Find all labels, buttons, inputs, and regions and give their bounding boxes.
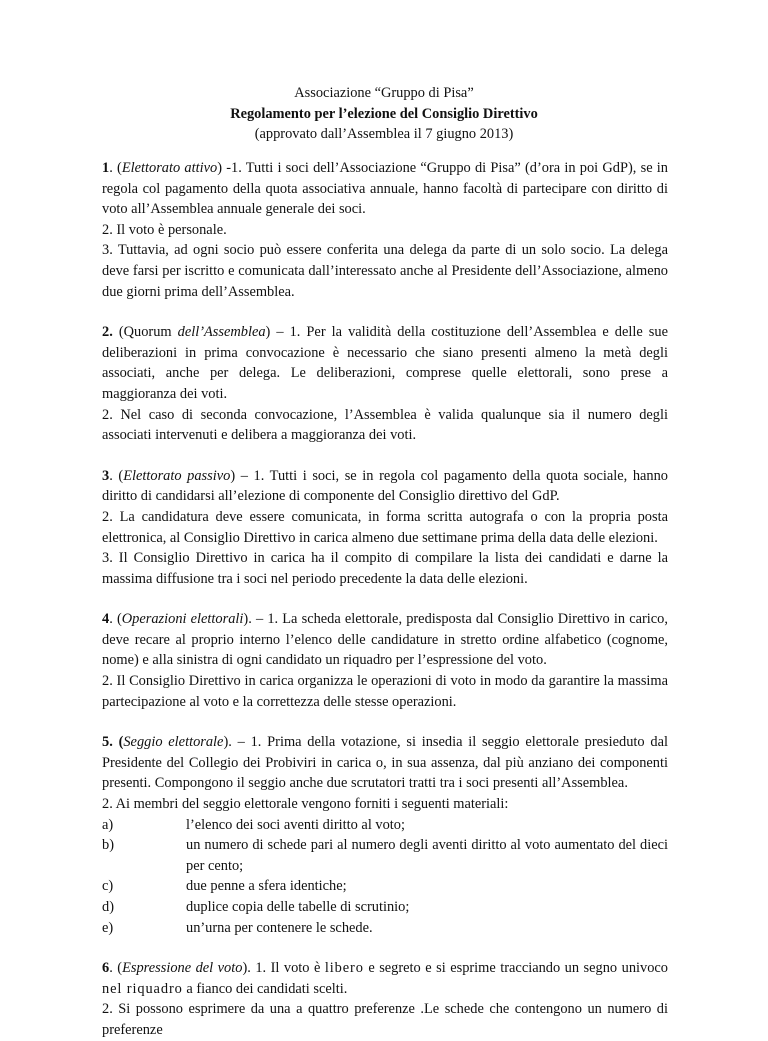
article-1 (102, 158, 668, 302)
article-3-text: ) – 1. Tutti i soci, se in regola col pagamento della quota sociale, hanno diritto di candidarsi all’elezione di componente del Consiglio direttivo del GdP. (102, 467, 668, 505)
list-item-text: l’elenco dei soci aventi diritto al voto; (186, 816, 405, 833)
article-2-title: dell’Assemblea (177, 324, 266, 341)
article-3-title: Elettorato passivo (123, 467, 231, 484)
article-4-title: Operazioni elettorali (121, 611, 244, 628)
article-6-text-e: a fianco dei candidati scelti. (182, 980, 348, 997)
article-3 (102, 466, 668, 590)
article-4 (102, 609, 668, 712)
document-body (102, 158, 668, 1041)
article-2-paragraph-1 (102, 322, 668, 404)
article-4-paragraph-1 (102, 609, 668, 671)
article-3-paragraph-2: 2. La candidatura deve essere comunicata, in forma scritta autografa o con la propria posta elettronica, al Consiglio Direttivo in carica almeno due settimane prima della data delle elezioni. (102, 508, 668, 546)
article-1-text: ) -1. Tutti i soci dell’Associazione “Gruppo di Pisa” (d’ora in poi GdP), se in regola col pagamento della quota associativa annuale, hanno facoltà di partecipare con diritto di voto all’Assemblea annuale generale dei soci. (102, 160, 668, 218)
article-1-paragraph-2: 2. Il voto è personale. (102, 221, 227, 238)
article-6-text-c: e segreto e si esprime tracciando un segno univoco (363, 960, 668, 977)
document-title: Regolamento per l’elezione del Consiglio Direttivo (230, 105, 538, 122)
list-item (102, 918, 668, 939)
article-2-open: (Quorum (112, 324, 178, 341)
list-item (102, 835, 668, 876)
materials-list (102, 815, 668, 939)
article-6-title: Espressione del voto (122, 960, 243, 977)
article-6-open: . ( (109, 960, 123, 977)
article-5 (102, 732, 668, 938)
article-5-number: 5. ( (102, 734, 124, 751)
list-item-letter: b) (102, 837, 114, 854)
article-4-number: 4 (102, 611, 110, 628)
article-6-text-a: ). 1. Il voto è (242, 960, 325, 977)
article-1-paragraph-1 (102, 158, 668, 220)
article-4-paragraph-2: 2. Il Consiglio Direttivo in carica organizza le operazioni di voto in modo da garantire la massima partecipazione al voto e la correttezza delle stesse operazioni. (102, 673, 668, 710)
list-item-letter: e) (102, 919, 114, 936)
article-4-open: . ( (109, 611, 122, 628)
article-5-title: Seggio elettorale (123, 734, 224, 751)
article-6 (102, 958, 668, 1040)
list-item-text: un numero di schede pari al numero degli aventi diritto al voto aumentato del dieci per cento; (186, 837, 668, 874)
article-6-paragraph-2: 2. Si possono esprimere da una a quattro preferenze .Le schede che contengono un numero di preferenze (102, 1001, 668, 1038)
list-item-text: due penne a sfera identiche; (186, 878, 347, 895)
article-6-text-d: nel riquadro (102, 980, 183, 997)
article-6-text-b: libero (324, 960, 364, 977)
article-3-number: 3 (102, 467, 110, 484)
article-2-text: ) – 1. Per la validità della costituzione dell’Assemblea e delle sue deliberazioni in prima convocazione è necessario che siano presenti almeno la metà degli associati, anche per delega. Le deliberazioni, comprese quelle elettorali, sono prese a maggioranza dei voti. (102, 324, 668, 402)
article-3-paragraph-3: 3. Il Consiglio Direttivo in carica ha il compito di compilare la lista dei candidati e darne la massima diffusione tra i soci nel periodo precedente la data delle elezioni. (102, 550, 668, 587)
article-4-text: ). – 1. La scheda elettorale, predisposta dal Consiglio Direttivo in carico, deve recare al proprio interno l’elenco delle candidature in stretto ordine alfabetico (cognome, nome) e alla sinistra di ogni candidato un riquadro per l’espressione del voto. (102, 611, 668, 669)
list-item-text: un’urna per contenere le schede. (186, 919, 373, 936)
approval-note: (approvato dall’Assemblea il 7 giugno 2013) (254, 126, 514, 143)
article-5-text: ). – 1. Prima della votazione, si insedia il seggio elettorale presieduto dal Presidente del Collegio dei Probiviri in carica o, in sua assenza, dal più anziano dei componenti presenti. Compongono il seggio anche due scrutatori tratti tra i soci presenti all’Assemblea. (102, 734, 668, 792)
document-header (0, 83, 768, 145)
article-3-paragraph-1 (102, 466, 668, 507)
article-6-number: 6 (102, 960, 110, 977)
article-2-number: 2. (102, 324, 113, 341)
article-1-title: Elettorato attivo (121, 160, 218, 176)
article-2-paragraph-2: 2. Nel caso di seconda convocazione, l’Assemblea è valida qualunque sia il numero degli associati intervenuti e delibera a maggioranza dei voti. (102, 406, 668, 444)
list-item-letter: a) (102, 816, 114, 833)
list-item-letter: c) (102, 878, 114, 895)
article-1-open: . ( (109, 160, 122, 176)
article-1-number: 1 (102, 160, 110, 176)
list-item-text: duplice copia delle tabelle di scrutinio; (186, 899, 410, 915)
article-1-paragraph-3: 3. Tuttavia, ad ogni socio può essere conferita una delega da parte di un solo socio. La delega deve farsi per iscritto e comunicata dall’interessato anche al Presidente dell’Associazione, almeno due giorni prima dell’Assemblea. (102, 242, 668, 300)
article-5-paragraph-2: 2. Ai membri del seggio elettorale vengono forniti i seguenti materiali: (102, 796, 509, 813)
list-item (102, 876, 668, 897)
article-2 (102, 322, 668, 446)
article-3-open: . ( (109, 467, 124, 484)
article-5-paragraph-1 (102, 732, 668, 794)
list-item-letter: d) (102, 899, 114, 915)
list-item (102, 897, 668, 918)
article-6-paragraph-1 (102, 958, 668, 999)
list-item (102, 815, 668, 836)
association-name: Associazione “Gruppo di Pisa” (294, 85, 474, 101)
